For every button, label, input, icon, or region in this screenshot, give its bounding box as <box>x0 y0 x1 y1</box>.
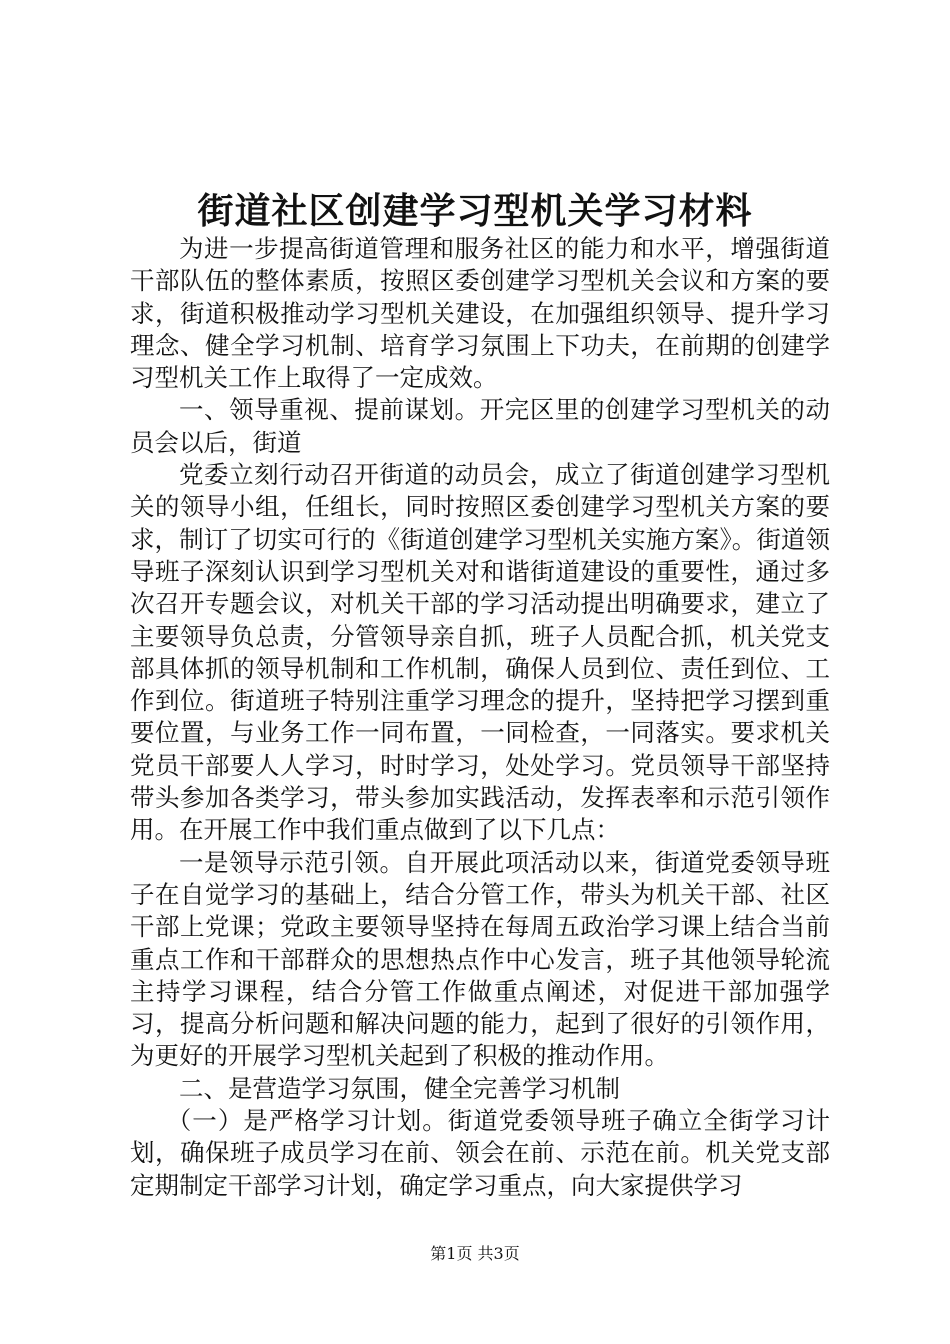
document-body <box>130 233 830 1202</box>
paragraph-intro: 为进一步提高街道管理和服务社区的能力和水平，增强街道干部队伍的整体素质，按照区委创建学习型机关会议和方案的要求，街道积极推动学习型机关建设，在加强组织领导、提升学习理念、健全学习机制、培育学习氛围上下功夫，在前期的创建学习型机关工作上取得了一定成效。 <box>130 234 830 393</box>
paragraph-subsection-1: （一）是严格学习计划。街道党委领导班子确立全街学习计划，确保班子成员学习在前、领会在前、示范在前。机关党支部定期制定干部学习计划，确定学习重点，向大家提供学习 <box>130 1106 830 1200</box>
paragraph-section-2: 二、是营造学习氛围，健全完善学习机制 <box>179 1073 620 1103</box>
paragraph-section-1: 一、领导重视、提前谋划。开完区里的创建学习型机关的动员会以后，街道 <box>130 395 830 457</box>
paragraph-point-1: 一是领导示范引领。自开展此项活动以来，街道党委领导班子在自觉学习的基础上，结合分管工作，带头为机关干部、社区干部上党课；党政主要领导坚持在每周五政治学习课上结合当前重点工作和干部群众的思想热点作中心发言，班子其他领导轮流主持学习课程，结合分管工作做重点阐述，对促进干部加强学习，提高分析问题和解决问题的能力，起到了很好的引领作用，为更好的开展学习型机关起到了积极的推动作用。 <box>130 847 830 1071</box>
document-title: 街道社区创建学习型机关学习材料 <box>197 190 753 232</box>
paragraph-party-committee: 党委立刻行动召开街道的动员会，成立了街道创建学习型机关的领导小组，任组长，同时按照区委创建学习型机关方案的要求，制订了切实可行的《街道创建学习型机关实施方案》。街道领导班子深刻认识到学习型机关对和谐街道建设的重要性，通过多次召开专题会议，对机关干部的学习活动提出明确要求，建立了主要领导负总责，分管领导亲自抓，班子人员配合抓，机关党支部具体抓的领导机制和工作机制，确保人员到位、责任到位、工作到位。街道班子特别注重学习理念的提升，坚持把学习摆到重要位置，与业务工作一同布置，一同检查，一同落实。要求机关党员干部要人人学习，时时学习，处处学习。党员领导干部坚持带头参加各类学习，带头参加实践活动，发挥表率和示范引领作用。在开展工作中我们重点做到了以下几点： <box>130 460 830 845</box>
page-number-footer: 第1页 共3页 <box>430 1244 520 1263</box>
